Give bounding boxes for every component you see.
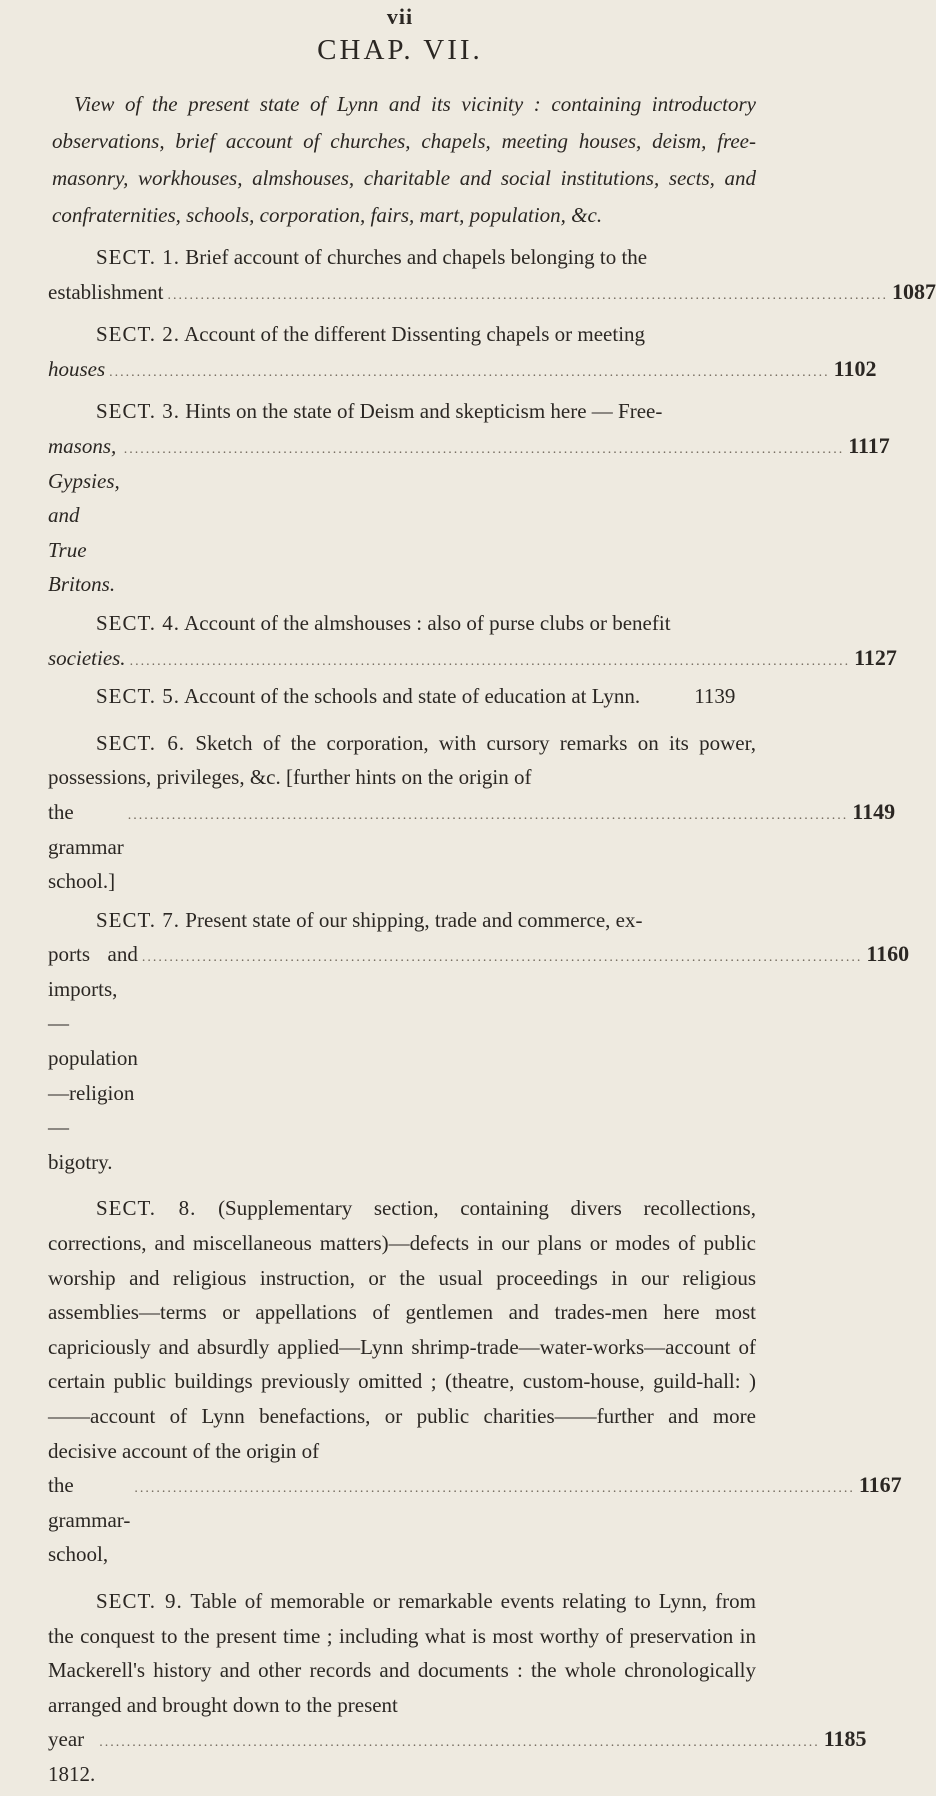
leader-line	[48, 679, 756, 714]
page-number: 1185	[823, 1726, 867, 1752]
page-number: 1102	[833, 355, 877, 381]
section-text: Account of the schools and state of education at Lynn.	[184, 684, 641, 709]
page-number: 1139	[694, 684, 736, 709]
section-entry	[48, 394, 890, 602]
dot-leader: ...................................................................................................................................	[123, 441, 845, 457]
section-label: SECT. 4.	[96, 610, 181, 635]
section-label: SECT. 3.	[96, 399, 181, 424]
section-entry	[48, 240, 936, 313]
section-label: SECT. 2.	[96, 322, 181, 347]
leader-line	[48, 275, 936, 314]
dot-leader: ...................................................................................................................................	[99, 1735, 820, 1751]
section-label: SECT. 5.	[96, 684, 181, 709]
dot-leader: ...................................................................................................................................	[127, 807, 849, 823]
page-number: 1160	[866, 941, 910, 967]
section-text: Sketch of the corporation, with cursory remarks on its power, possessions, privileges, &c. [further hints on the origin of	[48, 730, 756, 790]
page-number: 1117	[848, 432, 890, 458]
section-label: SECT. 1.	[96, 245, 181, 269]
section-entry	[48, 1584, 867, 1792]
dot-leader: ...................................................................................................................................	[167, 287, 888, 303]
leader-line	[48, 795, 896, 899]
section-entry	[48, 606, 897, 679]
leader-line	[48, 937, 910, 1179]
section-tail: the grammar-school,	[48, 1473, 131, 1567]
section-text: Present state of our shipping, trade and commerce, ex-	[185, 907, 643, 932]
section-tail: the grammar school.]	[48, 799, 124, 894]
section-tail: houses	[48, 356, 106, 381]
chapter-synopsis: View of the present state of Lynn and its vicinity : containing introductory observations, brief account of churches, chapels, meeting houses, deism, free-masonry, workhouses, almshouses, charitable and social institutions, sects, and confraternities, schools, corporation, fairs, mart, population, &c.	[52, 92, 756, 227]
section-tail: masons, Gypsies, and True Britons.	[48, 433, 120, 597]
page-number: 1087	[891, 278, 936, 304]
page-number: 1127	[854, 644, 897, 670]
leader-line	[48, 352, 877, 391]
chapter-title: CHAP. VII.	[317, 34, 483, 66]
section-text: Account of the almshouses : also of purse clubs or benefit	[184, 610, 671, 635]
section-entry	[48, 726, 896, 899]
section-label: SECT. 7.	[96, 907, 181, 932]
section-tail: year 1812.	[48, 1727, 96, 1786]
dot-leader: ...................................................................................................................................	[141, 950, 863, 966]
leader-line	[48, 1468, 902, 1572]
section-text: Table of memorable or remarkable events relating to Lynn, from the conquest to the present time ; including what is most worthy of preservation in Mackerell's history and other records and documents : the whole chronologically arranged and brought down to the present	[48, 1588, 756, 1717]
section-text: Brief account of churches and chapels belonging to the	[185, 245, 648, 269]
section-label: SECT. 6.	[96, 730, 186, 755]
section-entry	[48, 1191, 902, 1572]
section-tail: establishment	[48, 279, 164, 304]
section-entry	[48, 679, 756, 714]
section-text: (Supplementary section, containing divers recollections, corrections, and miscellaneous matters)—defects in our plans or modes of public worship and religious instruction, or the usual proceedings in our religious assemblies—terms or appellations of gentlemen and trades-men here most capriciously and absurdly applied—Lynn shrimp-trade—water-works—account of certain public buildings previously omitted ; (theatre, custom-house, guild-hall: )——account of Lynn benefactions, or public charities——further and more decisive account of the origin of	[48, 1196, 756, 1463]
leader-line	[48, 429, 890, 602]
dot-leader: ...................................................................................................................................	[134, 1481, 855, 1497]
section-text: Hints on the state of Deism and skepticism here — Free-	[185, 399, 663, 424]
dot-leader: ...................................................................................................................................	[109, 364, 830, 380]
page-folio: vii	[386, 4, 414, 29]
page-number: 1149	[852, 798, 896, 824]
page-number: 1167	[858, 1472, 902, 1498]
section-label: SECT. 9.	[96, 1588, 183, 1613]
leader-line	[48, 1722, 867, 1791]
section-label: SECT. 8.	[96, 1196, 197, 1221]
section-tail: societies.	[48, 645, 126, 670]
section-text: Account of the different Dissenting chapels or meeting	[184, 322, 646, 347]
section-entry	[48, 903, 910, 1180]
section-list	[48, 240, 936, 1796]
dot-leader: ...................................................................................................................................	[129, 653, 851, 669]
leader-line	[48, 641, 897, 680]
section-entry	[48, 317, 877, 390]
section-tail: ports and imports,—population—religion— bigotry.	[48, 942, 138, 1174]
